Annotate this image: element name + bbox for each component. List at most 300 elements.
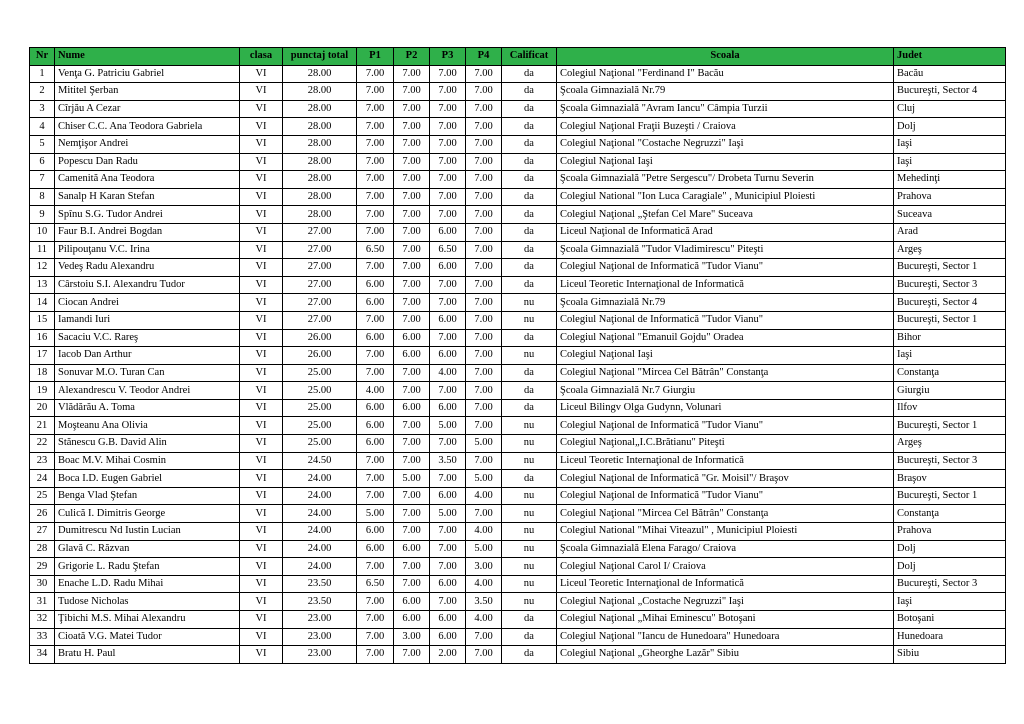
cell-p2: 3.00 xyxy=(394,628,430,646)
cell-nume: Alexandrescu V. Teodor Andrei xyxy=(55,382,240,400)
cell-scoala: Colegiul Naţional „Costache Negruzzi" Iaşi xyxy=(557,593,894,611)
cell-nr: 19 xyxy=(30,382,55,400)
cell-clasa: VI xyxy=(240,311,283,329)
cell-calificat: da xyxy=(502,364,557,382)
cell-calificat: nu xyxy=(502,347,557,365)
cell-p1: 7.00 xyxy=(357,628,394,646)
cell-punctaj-total: 28.00 xyxy=(283,65,357,83)
cell-p1: 7.00 xyxy=(357,259,394,277)
cell-p3: 4.00 xyxy=(430,364,466,382)
cell-judet: Prahova xyxy=(894,188,1006,206)
table-row xyxy=(30,118,1006,136)
cell-p4: 7.00 xyxy=(466,276,502,294)
cell-p3: 7.00 xyxy=(430,206,466,224)
header-clasa: clasa xyxy=(240,48,283,66)
cell-p3: 6.00 xyxy=(430,399,466,417)
table-row xyxy=(30,135,1006,153)
cell-p2: 7.00 xyxy=(394,83,430,101)
cell-scoala: Colegiul Naţional de Informatică "Tudor Vianu" xyxy=(557,487,894,505)
cell-p4: 7.00 xyxy=(466,505,502,523)
cell-judet: Dolj xyxy=(894,558,1006,576)
cell-calificat: da xyxy=(502,83,557,101)
cell-judet: Bucureşti, Sector 3 xyxy=(894,452,1006,470)
cell-p1: 6.00 xyxy=(357,435,394,453)
cell-nr: 2 xyxy=(30,83,55,101)
cell-nr: 12 xyxy=(30,259,55,277)
cell-p1: 7.00 xyxy=(357,593,394,611)
cell-nr: 11 xyxy=(30,241,55,259)
cell-scoala: Colegiul Naţional de Informatică "Tudor Vianu" xyxy=(557,417,894,435)
cell-p3: 6.00 xyxy=(430,628,466,646)
cell-p1: 6.50 xyxy=(357,575,394,593)
cell-p1: 7.00 xyxy=(357,83,394,101)
header-punctaj-total: punctaj total xyxy=(283,48,357,66)
cell-p1: 7.00 xyxy=(357,611,394,629)
cell-p1: 7.00 xyxy=(357,487,394,505)
cell-p3: 5.00 xyxy=(430,505,466,523)
cell-clasa: VI xyxy=(240,118,283,136)
cell-p4: 5.00 xyxy=(466,435,502,453)
cell-nr: 17 xyxy=(30,347,55,365)
cell-judet: Bucureşti, Sector 3 xyxy=(894,575,1006,593)
cell-judet: Iaşi xyxy=(894,347,1006,365)
cell-punctaj-total: 25.00 xyxy=(283,435,357,453)
cell-nr: 20 xyxy=(30,399,55,417)
cell-p3: 7.00 xyxy=(430,329,466,347)
cell-clasa: VI xyxy=(240,347,283,365)
cell-p3: 7.00 xyxy=(430,188,466,206)
cell-punctaj-total: 23.00 xyxy=(283,646,357,664)
cell-p4: 3.00 xyxy=(466,558,502,576)
cell-p1: 7.00 xyxy=(357,452,394,470)
cell-scoala: Şcoala Gimnazială Nr.7 Giurgiu xyxy=(557,382,894,400)
cell-calificat: da xyxy=(502,223,557,241)
cell-p2: 7.00 xyxy=(394,558,430,576)
table-row xyxy=(30,276,1006,294)
cell-judet: Bucureşti, Sector 3 xyxy=(894,276,1006,294)
cell-scoala: Colegiul National "Ion Luca Caragiale" , Municipiul Ploiesti xyxy=(557,188,894,206)
cell-p3: 7.00 xyxy=(430,558,466,576)
cell-clasa: VI xyxy=(240,241,283,259)
cell-p2: 6.00 xyxy=(394,540,430,558)
cell-nr: 10 xyxy=(30,223,55,241)
cell-p1: 7.00 xyxy=(357,347,394,365)
cell-nume: Tudose Nicholas xyxy=(55,593,240,611)
header-row xyxy=(30,48,1006,66)
cell-calificat: da xyxy=(502,206,557,224)
cell-p3: 6.00 xyxy=(430,611,466,629)
cell-calificat: da xyxy=(502,259,557,277)
cell-nr: 1 xyxy=(30,65,55,83)
cell-punctaj-total: 26.00 xyxy=(283,347,357,365)
cell-p2: 6.00 xyxy=(394,399,430,417)
cell-punctaj-total: 28.00 xyxy=(283,83,357,101)
cell-p4: 7.00 xyxy=(466,135,502,153)
table-row xyxy=(30,241,1006,259)
cell-nr: 18 xyxy=(30,364,55,382)
cell-nr: 34 xyxy=(30,646,55,664)
cell-punctaj-total: 25.00 xyxy=(283,382,357,400)
cell-p4: 7.00 xyxy=(466,399,502,417)
cell-punctaj-total: 28.00 xyxy=(283,171,357,189)
cell-p3: 7.00 xyxy=(430,135,466,153)
cell-scoala: Colegiul Naţional Iaşi xyxy=(557,153,894,171)
cell-nr: 9 xyxy=(30,206,55,224)
cell-nume: Grigorie L. Radu Ştefan xyxy=(55,558,240,576)
cell-p2: 6.00 xyxy=(394,593,430,611)
cell-nume: Glavă C. Răzvan xyxy=(55,540,240,558)
cell-clasa: VI xyxy=(240,294,283,312)
cell-p4: 3.50 xyxy=(466,593,502,611)
table-row xyxy=(30,83,1006,101)
cell-nume: Vedeş Radu Alexandru xyxy=(55,259,240,277)
cell-nr: 6 xyxy=(30,153,55,171)
cell-nr: 28 xyxy=(30,540,55,558)
cell-calificat: nu xyxy=(502,593,557,611)
cell-p1: 5.00 xyxy=(357,505,394,523)
cell-p3: 6.00 xyxy=(430,311,466,329)
cell-judet: Bucureşti, Sector 1 xyxy=(894,259,1006,277)
header-scoala: Scoala xyxy=(557,48,894,66)
cell-punctaj-total: 28.00 xyxy=(283,118,357,136)
cell-clasa: VI xyxy=(240,83,283,101)
cell-scoala: Colegiul Naţional„I.C.Brătianu" Piteşti xyxy=(557,435,894,453)
header-p2: P2 xyxy=(394,48,430,66)
cell-nr: 24 xyxy=(30,470,55,488)
cell-p4: 7.00 xyxy=(466,83,502,101)
cell-scoala: Liceul Teoretic Internaţional de Informatică xyxy=(557,452,894,470)
cell-p4: 5.00 xyxy=(466,470,502,488)
cell-clasa: VI xyxy=(240,135,283,153)
cell-calificat: nu xyxy=(502,558,557,576)
cell-clasa: VI xyxy=(240,628,283,646)
cell-p2: 7.00 xyxy=(394,206,430,224)
cell-nume: Moşteanu Ana Olivia xyxy=(55,417,240,435)
cell-scoala: Colegiul Naţional "Iancu de Hunedoara" Hunedoara xyxy=(557,628,894,646)
cell-judet: Botoşani xyxy=(894,611,1006,629)
cell-nume: Culică I. Dimitris George xyxy=(55,505,240,523)
table-row xyxy=(30,329,1006,347)
cell-punctaj-total: 28.00 xyxy=(283,188,357,206)
cell-p1: 6.00 xyxy=(357,523,394,541)
cell-clasa: VI xyxy=(240,611,283,629)
cell-scoala: Colegiul Naţional "Emanuil Gojdu" Oradea xyxy=(557,329,894,347)
cell-p4: 7.00 xyxy=(466,628,502,646)
table-row xyxy=(30,347,1006,365)
cell-punctaj-total: 27.00 xyxy=(283,294,357,312)
cell-nume: Chiser C.C. Ana Teodora Gabriela xyxy=(55,118,240,136)
cell-p3: 7.00 xyxy=(430,294,466,312)
table-row xyxy=(30,487,1006,505)
table-row xyxy=(30,364,1006,382)
cell-punctaj-total: 25.00 xyxy=(283,417,357,435)
cell-p1: 7.00 xyxy=(357,311,394,329)
cell-nr: 13 xyxy=(30,276,55,294)
cell-punctaj-total: 24.00 xyxy=(283,505,357,523)
cell-p2: 6.00 xyxy=(394,611,430,629)
cell-judet: Suceava xyxy=(894,206,1006,224)
cell-p1: 7.00 xyxy=(357,558,394,576)
cell-p1: 6.00 xyxy=(357,276,394,294)
cell-nume: Venţa G. Patriciu Gabriel xyxy=(55,65,240,83)
cell-punctaj-total: 23.50 xyxy=(283,593,357,611)
cell-judet: Bihor xyxy=(894,329,1006,347)
cell-nr: 33 xyxy=(30,628,55,646)
cell-scoala: Colegiul Naţional „Ştefan Cel Mare" Suceava xyxy=(557,206,894,224)
table-row xyxy=(30,399,1006,417)
cell-p4: 7.00 xyxy=(466,311,502,329)
table-row xyxy=(30,223,1006,241)
table-row xyxy=(30,628,1006,646)
table-row xyxy=(30,65,1006,83)
table-row xyxy=(30,435,1006,453)
cell-clasa: VI xyxy=(240,171,283,189)
cell-scoala: Colegiul Naţional "Costache Negruzzi" Iaşi xyxy=(557,135,894,153)
cell-calificat: da xyxy=(502,470,557,488)
cell-nr: 21 xyxy=(30,417,55,435)
cell-p2: 7.00 xyxy=(394,241,430,259)
cell-scoala: Liceul Teoretic Internaţional de Informatică xyxy=(557,575,894,593)
cell-p4: 7.00 xyxy=(466,417,502,435)
cell-judet: Dolj xyxy=(894,540,1006,558)
cell-nume: Benga Vlad Ştefan xyxy=(55,487,240,505)
cell-p3: 7.00 xyxy=(430,523,466,541)
cell-calificat: nu xyxy=(502,417,557,435)
cell-scoala: Colegiul Naţional de Informatică "Gr. Moisil"/ Braşov xyxy=(557,470,894,488)
cell-p2: 7.00 xyxy=(394,575,430,593)
cell-p2: 7.00 xyxy=(394,452,430,470)
cell-p3: 5.00 xyxy=(430,417,466,435)
cell-nr: 5 xyxy=(30,135,55,153)
cell-p2: 7.00 xyxy=(394,65,430,83)
cell-scoala: Colegiul National "Mihai Viteazul" , Municipiul Ploiesti xyxy=(557,523,894,541)
cell-calificat: da xyxy=(502,118,557,136)
cell-calificat: da xyxy=(502,382,557,400)
table-row xyxy=(30,206,1006,224)
cell-scoala: Colegiul Naţional de Informatică "Tudor Vianu" xyxy=(557,311,894,329)
cell-p1: 6.00 xyxy=(357,294,394,312)
cell-judet: Cluj xyxy=(894,100,1006,118)
cell-p4: 7.00 xyxy=(466,382,502,400)
cell-p4: 7.00 xyxy=(466,100,502,118)
cell-calificat: da xyxy=(502,171,557,189)
table-row xyxy=(30,593,1006,611)
cell-punctaj-total: 23.50 xyxy=(283,575,357,593)
cell-clasa: VI xyxy=(240,329,283,347)
cell-p4: 7.00 xyxy=(466,329,502,347)
cell-scoala: Şcoala Gimnazială Elena Farago/ Craiova xyxy=(557,540,894,558)
cell-calificat: da xyxy=(502,611,557,629)
cell-judet: Constanţa xyxy=(894,364,1006,382)
cell-p4: 7.00 xyxy=(466,452,502,470)
cell-judet: Arad xyxy=(894,223,1006,241)
cell-punctaj-total: 28.00 xyxy=(283,135,357,153)
cell-judet: Bucureşti, Sector 4 xyxy=(894,83,1006,101)
cell-calificat: nu xyxy=(502,435,557,453)
table-row xyxy=(30,417,1006,435)
cell-p2: 5.00 xyxy=(394,470,430,488)
cell-calificat: da xyxy=(502,329,557,347)
cell-p2: 7.00 xyxy=(394,188,430,206)
cell-scoala: Şcoala Gimnazială Nr.79 xyxy=(557,294,894,312)
table-row xyxy=(30,294,1006,312)
cell-p1: 6.00 xyxy=(357,329,394,347)
cell-punctaj-total: 27.00 xyxy=(283,259,357,277)
cell-calificat: da xyxy=(502,135,557,153)
cell-judet: Bucureşti, Sector 1 xyxy=(894,417,1006,435)
cell-punctaj-total: 27.00 xyxy=(283,223,357,241)
cell-p3: 6.00 xyxy=(430,487,466,505)
cell-p4: 4.00 xyxy=(466,611,502,629)
cell-p1: 7.00 xyxy=(357,118,394,136)
cell-nume: Iamandi Iuri xyxy=(55,311,240,329)
cell-clasa: VI xyxy=(240,540,283,558)
cell-nr: 8 xyxy=(30,188,55,206)
cell-scoala: Colegiul Naţional "Mircea Cel Bătrân" Constanţa xyxy=(557,364,894,382)
cell-p4: 7.00 xyxy=(466,259,502,277)
cell-p3: 3.50 xyxy=(430,452,466,470)
cell-p3: 7.00 xyxy=(430,153,466,171)
cell-nr: 14 xyxy=(30,294,55,312)
cell-judet: Hunedoara xyxy=(894,628,1006,646)
cell-p3: 7.00 xyxy=(430,540,466,558)
cell-punctaj-total: 27.00 xyxy=(283,311,357,329)
cell-clasa: VI xyxy=(240,487,283,505)
cell-clasa: VI xyxy=(240,470,283,488)
cell-scoala: Liceul Naţional de Informatică Arad xyxy=(557,223,894,241)
cell-clasa: VI xyxy=(240,435,283,453)
cell-punctaj-total: 27.00 xyxy=(283,276,357,294)
cell-clasa: VI xyxy=(240,399,283,417)
cell-nr: 32 xyxy=(30,611,55,629)
cell-p2: 7.00 xyxy=(394,417,430,435)
cell-scoala: Colegiul Naţional Fraţii Buzeşti / Craiova xyxy=(557,118,894,136)
cell-p1: 7.00 xyxy=(357,171,394,189)
cell-p2: 7.00 xyxy=(394,259,430,277)
cell-p3: 7.00 xyxy=(430,171,466,189)
cell-p4: 7.00 xyxy=(466,65,502,83)
cell-p1: 7.00 xyxy=(357,223,394,241)
cell-scoala: Colegiul Naţional "Mircea Cel Bătrân" Constanţa xyxy=(557,505,894,523)
cell-p2: 7.00 xyxy=(394,294,430,312)
header-nume: Nume xyxy=(55,48,240,66)
header-p3: P3 xyxy=(430,48,466,66)
cell-p1: 6.00 xyxy=(357,540,394,558)
cell-calificat: nu xyxy=(502,575,557,593)
cell-p2: 7.00 xyxy=(394,118,430,136)
cell-p1: 6.50 xyxy=(357,241,394,259)
cell-p1: 7.00 xyxy=(357,153,394,171)
cell-p4: 5.00 xyxy=(466,540,502,558)
cell-nume: Enache L.D. Radu Mihai xyxy=(55,575,240,593)
cell-p3: 7.00 xyxy=(430,118,466,136)
cell-p4: 7.00 xyxy=(466,188,502,206)
cell-clasa: VI xyxy=(240,523,283,541)
cell-p2: 7.00 xyxy=(394,435,430,453)
cell-p3: 2.00 xyxy=(430,646,466,664)
cell-scoala: Colegiul Naţional "Ferdinand I" Bacău xyxy=(557,65,894,83)
cell-clasa: VI xyxy=(240,593,283,611)
cell-calificat: da xyxy=(502,646,557,664)
table-row xyxy=(30,382,1006,400)
cell-clasa: VI xyxy=(240,364,283,382)
cell-clasa: VI xyxy=(240,100,283,118)
cell-p4: 4.00 xyxy=(466,575,502,593)
cell-punctaj-total: 24.00 xyxy=(283,523,357,541)
cell-p3: 7.00 xyxy=(430,100,466,118)
cell-nume: Spînu S.G. Tudor Andrei xyxy=(55,206,240,224)
cell-p1: 6.00 xyxy=(357,399,394,417)
cell-scoala: Colegiul Naţional Iaşi xyxy=(557,347,894,365)
cell-p2: 6.00 xyxy=(394,329,430,347)
cell-p2: 7.00 xyxy=(394,100,430,118)
cell-clasa: VI xyxy=(240,575,283,593)
cell-p4: 7.00 xyxy=(466,118,502,136)
cell-punctaj-total: 26.00 xyxy=(283,329,357,347)
cell-p2: 7.00 xyxy=(394,223,430,241)
cell-judet: Iaşi xyxy=(894,593,1006,611)
cell-nume: Bratu H. Paul xyxy=(55,646,240,664)
table-row xyxy=(30,311,1006,329)
cell-p4: 4.00 xyxy=(466,487,502,505)
cell-p3: 7.00 xyxy=(430,276,466,294)
cell-clasa: VI xyxy=(240,646,283,664)
cell-nume: Sanalp H Karan Stefan xyxy=(55,188,240,206)
table-row xyxy=(30,523,1006,541)
cell-nr: 15 xyxy=(30,311,55,329)
cell-clasa: VI xyxy=(240,259,283,277)
header-p1: P1 xyxy=(357,48,394,66)
cell-p1: 7.00 xyxy=(357,100,394,118)
cell-calificat: nu xyxy=(502,487,557,505)
cell-judet: Giurgiu xyxy=(894,382,1006,400)
cell-nr: 29 xyxy=(30,558,55,576)
cell-p2: 7.00 xyxy=(394,505,430,523)
cell-punctaj-total: 24.00 xyxy=(283,470,357,488)
cell-calificat: da xyxy=(502,628,557,646)
cell-p1: 7.00 xyxy=(357,65,394,83)
cell-p2: 7.00 xyxy=(394,276,430,294)
cell-calificat: da xyxy=(502,65,557,83)
cell-p3: 6.00 xyxy=(430,223,466,241)
cell-scoala: Colegiul Naţional „Gheorghe Lazăr" Sibiu xyxy=(557,646,894,664)
cell-nume: Dumitrescu Nd Iustin Lucian xyxy=(55,523,240,541)
cell-punctaj-total: 28.00 xyxy=(283,100,357,118)
cell-judet: Iaşi xyxy=(894,153,1006,171)
cell-p3: 7.00 xyxy=(430,65,466,83)
cell-p3: 7.00 xyxy=(430,83,466,101)
cell-nr: 31 xyxy=(30,593,55,611)
cell-scoala: Colegiul Naţional Carol I/ Craiova xyxy=(557,558,894,576)
cell-nume: Cîrjău A Cezar xyxy=(55,100,240,118)
cell-nr: 3 xyxy=(30,100,55,118)
cell-nume: Sacaciu V.C. Rareş xyxy=(55,329,240,347)
table-row xyxy=(30,188,1006,206)
cell-nume: Pilipouţanu V.C. Irina xyxy=(55,241,240,259)
cell-nume: Sonuvar M.O. Turan Can xyxy=(55,364,240,382)
table-row xyxy=(30,100,1006,118)
cell-nume: Ţibichi M.S. Mihai Alexandru xyxy=(55,611,240,629)
table-row xyxy=(30,575,1006,593)
cell-p4: 7.00 xyxy=(466,364,502,382)
cell-calificat: nu xyxy=(502,294,557,312)
cell-calificat: da xyxy=(502,153,557,171)
cell-calificat: da xyxy=(502,399,557,417)
cell-nr: 26 xyxy=(30,505,55,523)
cell-judet: Argeş xyxy=(894,241,1006,259)
header-nr: Nr xyxy=(30,48,55,66)
cell-judet: Bacău xyxy=(894,65,1006,83)
